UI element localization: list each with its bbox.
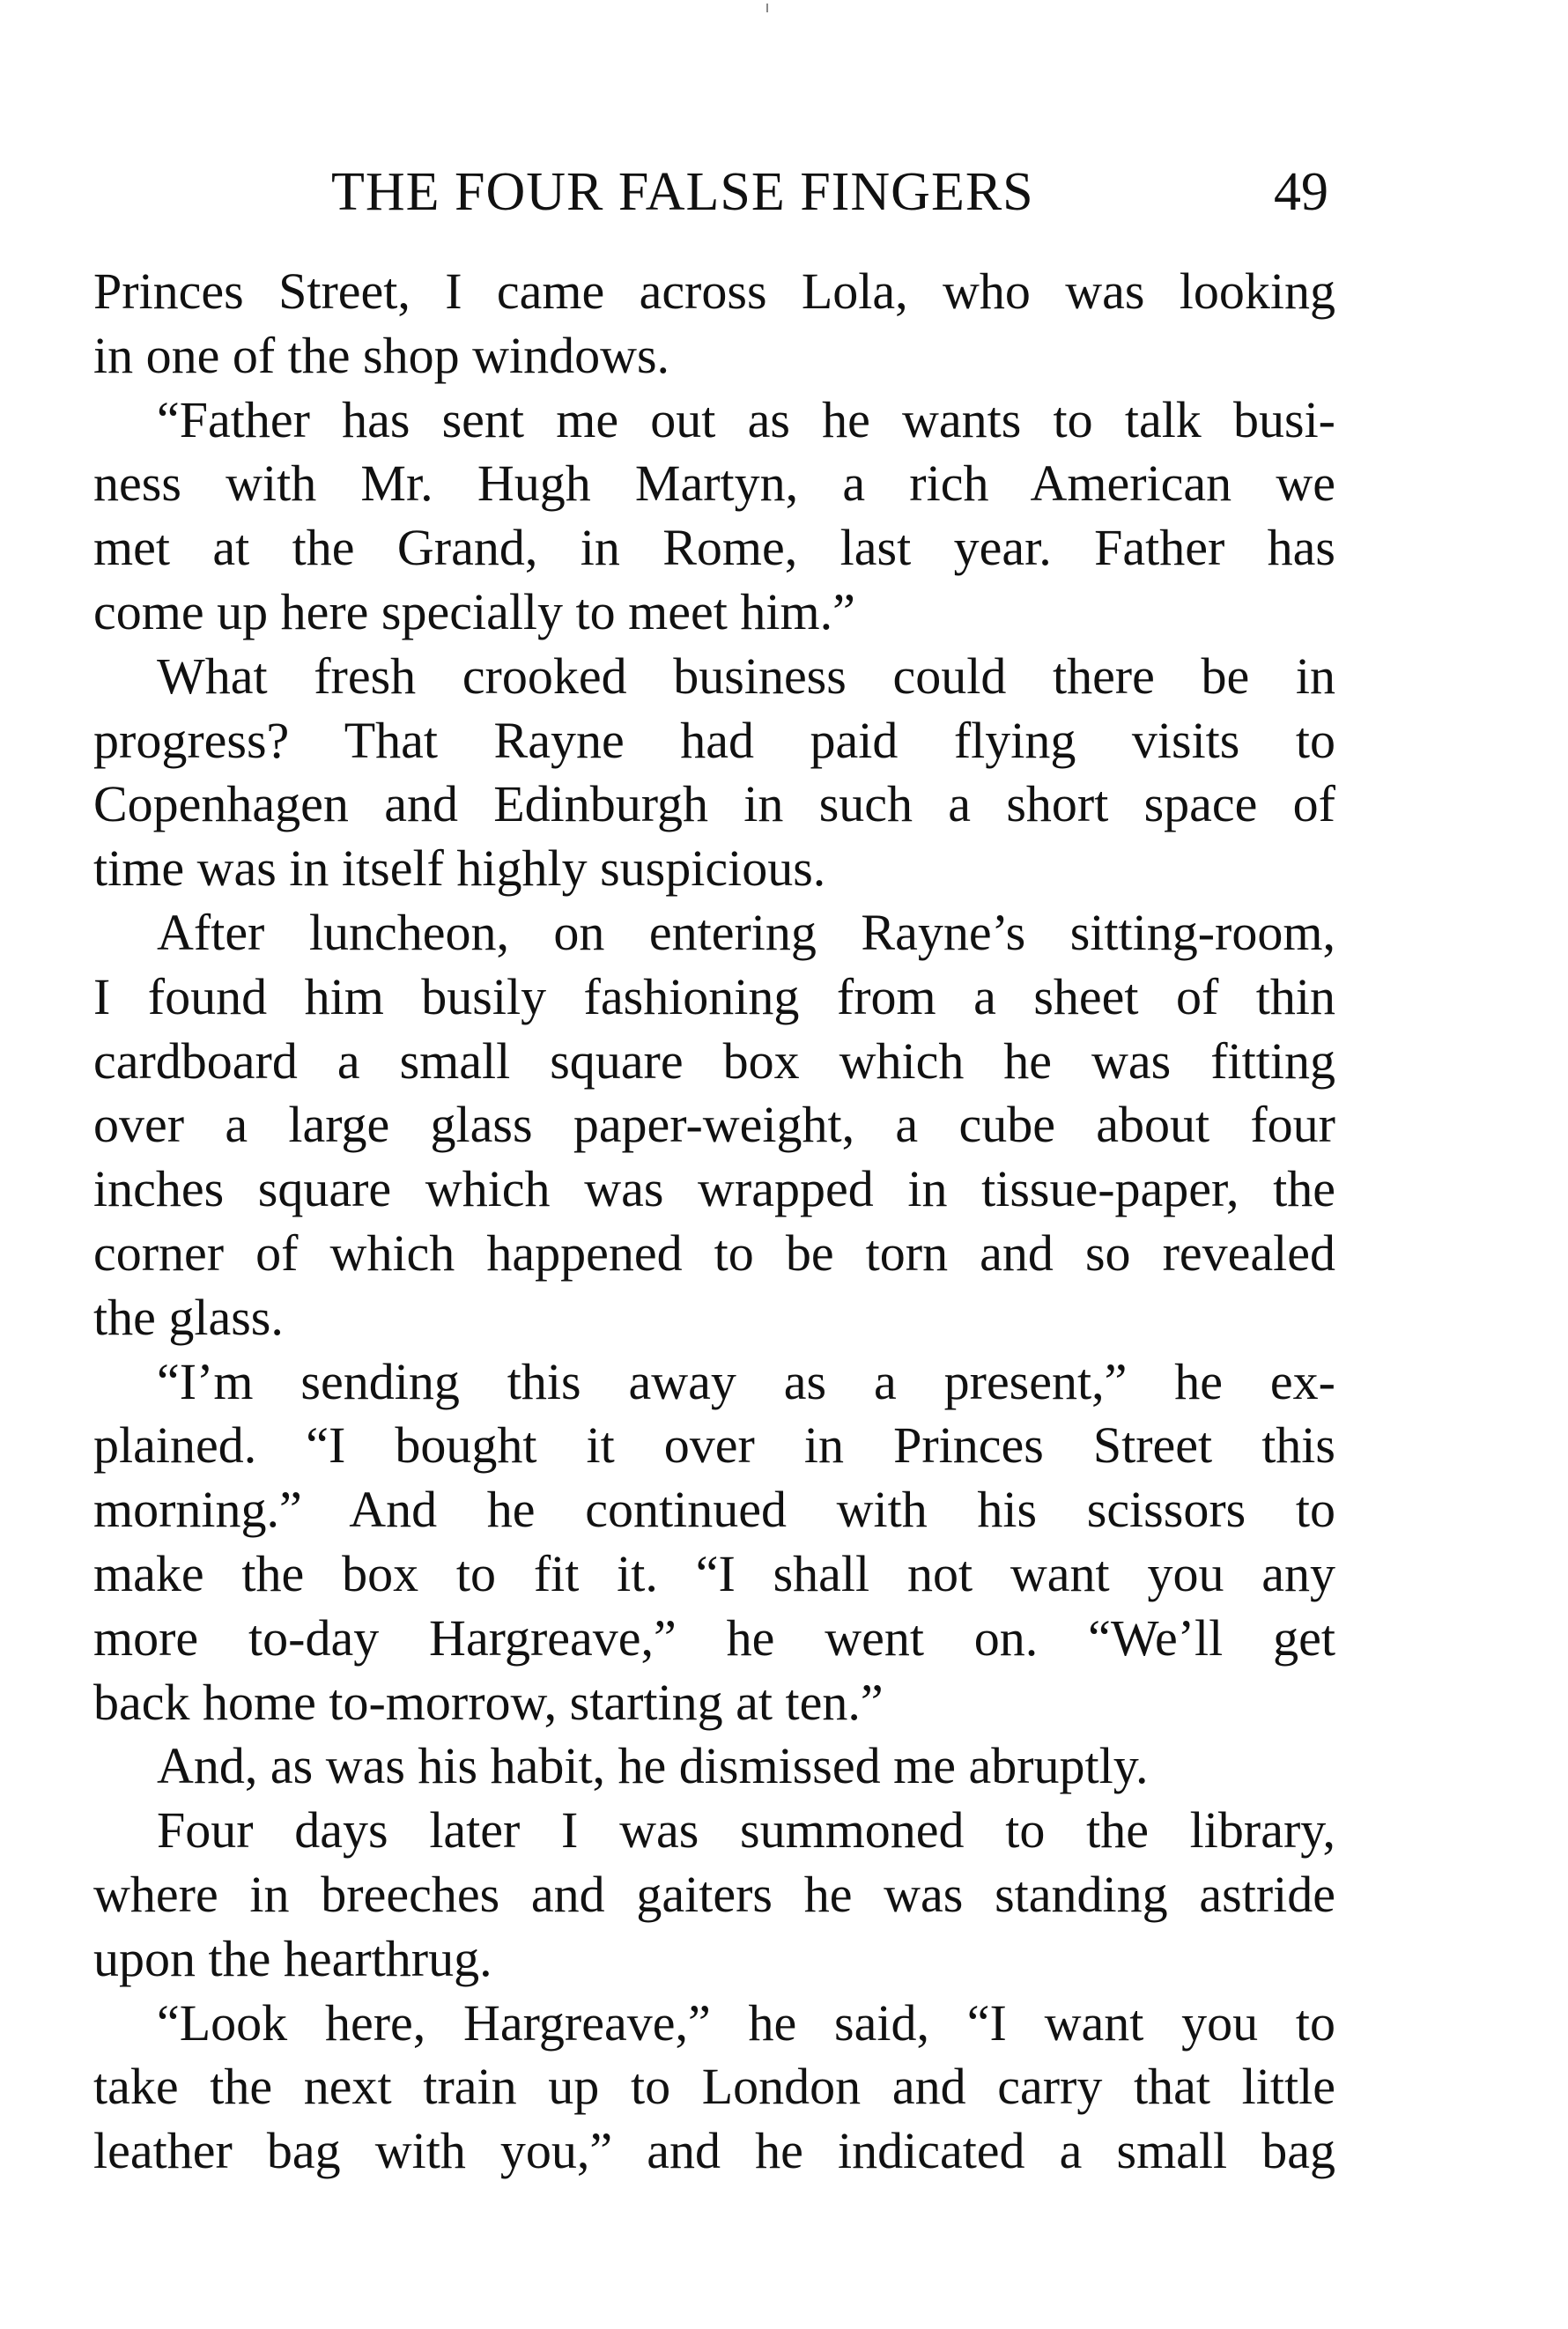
text-line: make the box to fit it. “I shall not want you any [93,1544,1335,1602]
text-line: Princes Street, I came across Lola, who was looking [93,262,1335,320]
text-line: leather bag with you,” and he indicated a small bag [93,2122,1335,2180]
text-line: the glass. [93,1288,284,1346]
text-line: inches square which was wrapped in tissue-paper, the [93,1160,1335,1218]
body-text [93,260,1335,2184]
text-line: “I’m sending this away as a present,” he ex- [157,1352,1335,1410]
text-line: After luncheon, on entering Rayne’s sitting-room, [157,903,1335,961]
text-line: And, as was his habit, he dismissed me abruptly. [157,1737,1149,1795]
text-line: ness with Mr. Hugh Martyn, a rich American we [93,455,1335,513]
text-line: cardboard a small square box which he was fitting [93,1031,1335,1090]
page-number: 49 [1274,162,1328,222]
text-line: more to-day Hargreave,” he went on. “We’ll get [93,1608,1335,1667]
text-line: “Father has sent me out as he wants to talk busi- [157,390,1335,448]
page-header [331,157,1328,227]
running-title: THE FOUR FALSE FINGERS [331,162,1034,222]
text-line: progress? That Rayne had paid flying visits to [93,711,1335,769]
text-line: over a large glass paper-weight, a cube about four [93,1096,1335,1154]
text-line: time was in itself highly suspicious. [93,839,826,898]
text-line: back home to-morrow, starting at ten.” [93,1673,884,1731]
text-line: upon the hearthrug. [93,1929,492,1987]
text-line: Copenhagen and Edinburgh in such a short space of [93,775,1335,833]
text-line: corner of which happened to be torn and so revealed [93,1224,1335,1282]
text-line: plained. “I bought it over in Princes Street this [93,1416,1335,1475]
text-line: met at the Grand, in Rome, last year. Father has [93,519,1335,577]
text-line: where in breeches and gaiters he was standing astride [93,1865,1335,1923]
text-line: in one of the shop windows. [93,326,670,384]
text-line: “Look here, Hargreave,” he said, “I want you to [157,1993,1335,2052]
text-line: morning.” And he continued with his scissors to [93,1481,1335,1539]
printer-mark [766,4,768,12]
text-line: take the next train up to London and carry that little [93,2058,1335,2116]
text-line: I found him busily fashioning from a sheet of thin [93,967,1335,1025]
text-line: come up here specially to meet him.” [93,582,855,640]
text-line: What fresh crooked business could there be in [157,647,1335,705]
text-line: Four days later I was summoned to the library, [157,1801,1335,1860]
